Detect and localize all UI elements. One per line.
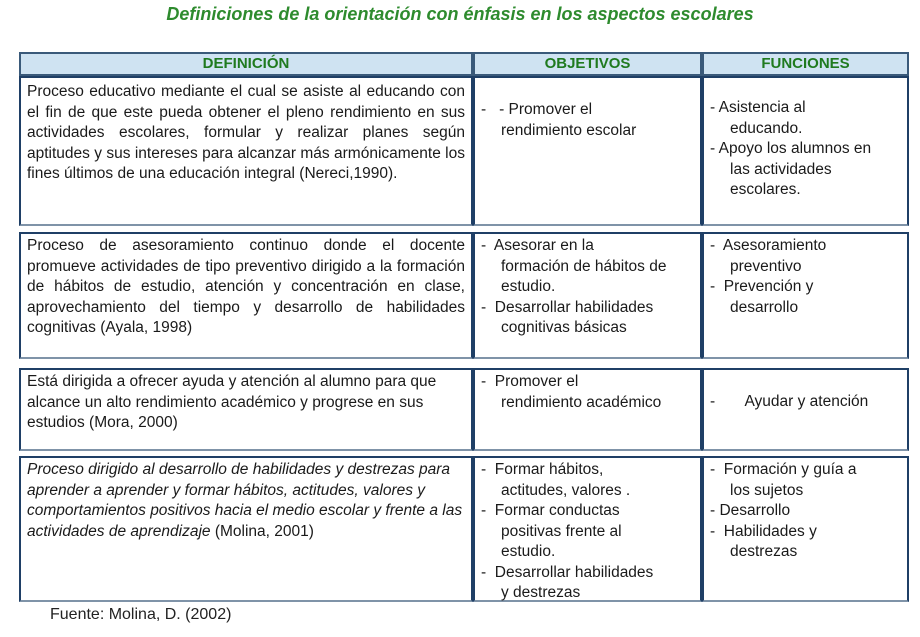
row3-funciones [702,368,909,451]
row1-objetivo-line: - - Promover el [481,101,593,118]
row3-objetivo-line: rendimiento académico [501,393,662,411]
row3-objetivos [473,368,702,451]
row4-funcion-line: - Desarrollo [710,502,791,519]
row4-objetivo-line: - Desarrollar habilidades [481,563,654,581]
row4-objetivo-line: - Formar hábitos, [481,461,604,478]
row2-funcion-line: - Asesoramiento [710,237,827,254]
row2-objetivo-line: cognitivas básicas [501,319,627,336]
row1-funcion-line: - Asistencia al [710,99,806,116]
row2-definicion: Proceso de asesoramiento continuo donde el docente promueve actividades de tipo preventivo dirigido a la formación de hábitos de estudio, atención y concentración en clase, aprovechamiento del tiempo y desarrollo de habilidades cognitivas (Ayala, 1998) [19,232,473,359]
source-note: Fuente: Molina, D. (2002) [50,606,232,623]
row2-objetivo-line: - Desarrollar habilidades [481,298,654,316]
row4-objetivo-line: positivas frente al [501,522,622,540]
row4-funcion-line: - Formación y guía a [710,461,857,478]
page-title: Definiciones de la orientación con énfasis en los aspectos escolares [166,4,754,24]
row3-objetivo-line: - Promover el [481,373,579,390]
row1-funcion-line: - Apoyo los alumnos en [710,140,872,157]
row1-funcion-line: escolares. [730,181,801,198]
row2-funcion-line: preventivo [730,257,802,275]
row4-objetivo-line: - Formar conductas [481,502,620,519]
row4-definicion-text: Proceso dirigido al desarrollo de habilidades y destrezas para aprender a aprender y formar hábitos, actitudes, valores y comportamientos positivos hacia el medio escolar y frente a las actividades de aprendizaje [27,461,463,540]
row2-objetivos [473,232,702,359]
header-definicion: DEFINICIÓN [19,52,473,76]
row4-objetivos [473,456,702,602]
row2-funcion-line: desarrollo [730,298,799,316]
row2-objetivo-line: estudio. [501,278,556,295]
row4-funcion-line: los sujetos [730,481,804,499]
row1-definicion: Proceso educativo mediante el cual se asiste al educando con el fin de que este pueda obtener el pleno rendimiento en sus actividades escolares, formular y realizar planes según aptitudes y sus intereses para alcanzar más armónicamente los fines últimos de una educación integral (Nereci,1990). [19,76,473,226]
row2-funciones [702,232,909,359]
row1-funciones [702,76,909,226]
row1-objetivos [473,76,702,226]
header-funciones: FUNCIONES [702,52,909,76]
row4-funcion-line: - Habilidades y [710,522,817,540]
row2-objetivo-line: formación de hábitos de [501,257,667,275]
row4-definicion [19,456,473,602]
row3-definicion: Está dirigida a ofrecer ayuda y atención al alumno para que alcance un alto rendimiento académico y progrese en sus estudios (Mora, 2000) [19,368,473,451]
row4-funcion-line: destrezas [730,543,798,560]
row2-funcion-line: - Prevención y [710,278,814,295]
row4-funciones [702,456,909,602]
row4-objetivo-line: estudio. [501,543,556,560]
row4-definicion-cite: (Molina, 2001) [210,522,314,540]
row2-objetivo-line: - Asesorar en la [481,237,594,254]
header-objetivos: OBJETIVOS [473,52,702,76]
row3-funcion-line: - Ayudar y atención [710,393,869,410]
row4-objetivo-line: y destrezas [501,584,581,601]
row1-objetivo-line: rendimiento escolar [501,121,637,139]
row1-funcion-line: educando. [730,119,803,137]
row4-objetivo-line: actitudes, valores . [501,481,631,499]
row1-funcion-line: las actividades [730,160,832,178]
